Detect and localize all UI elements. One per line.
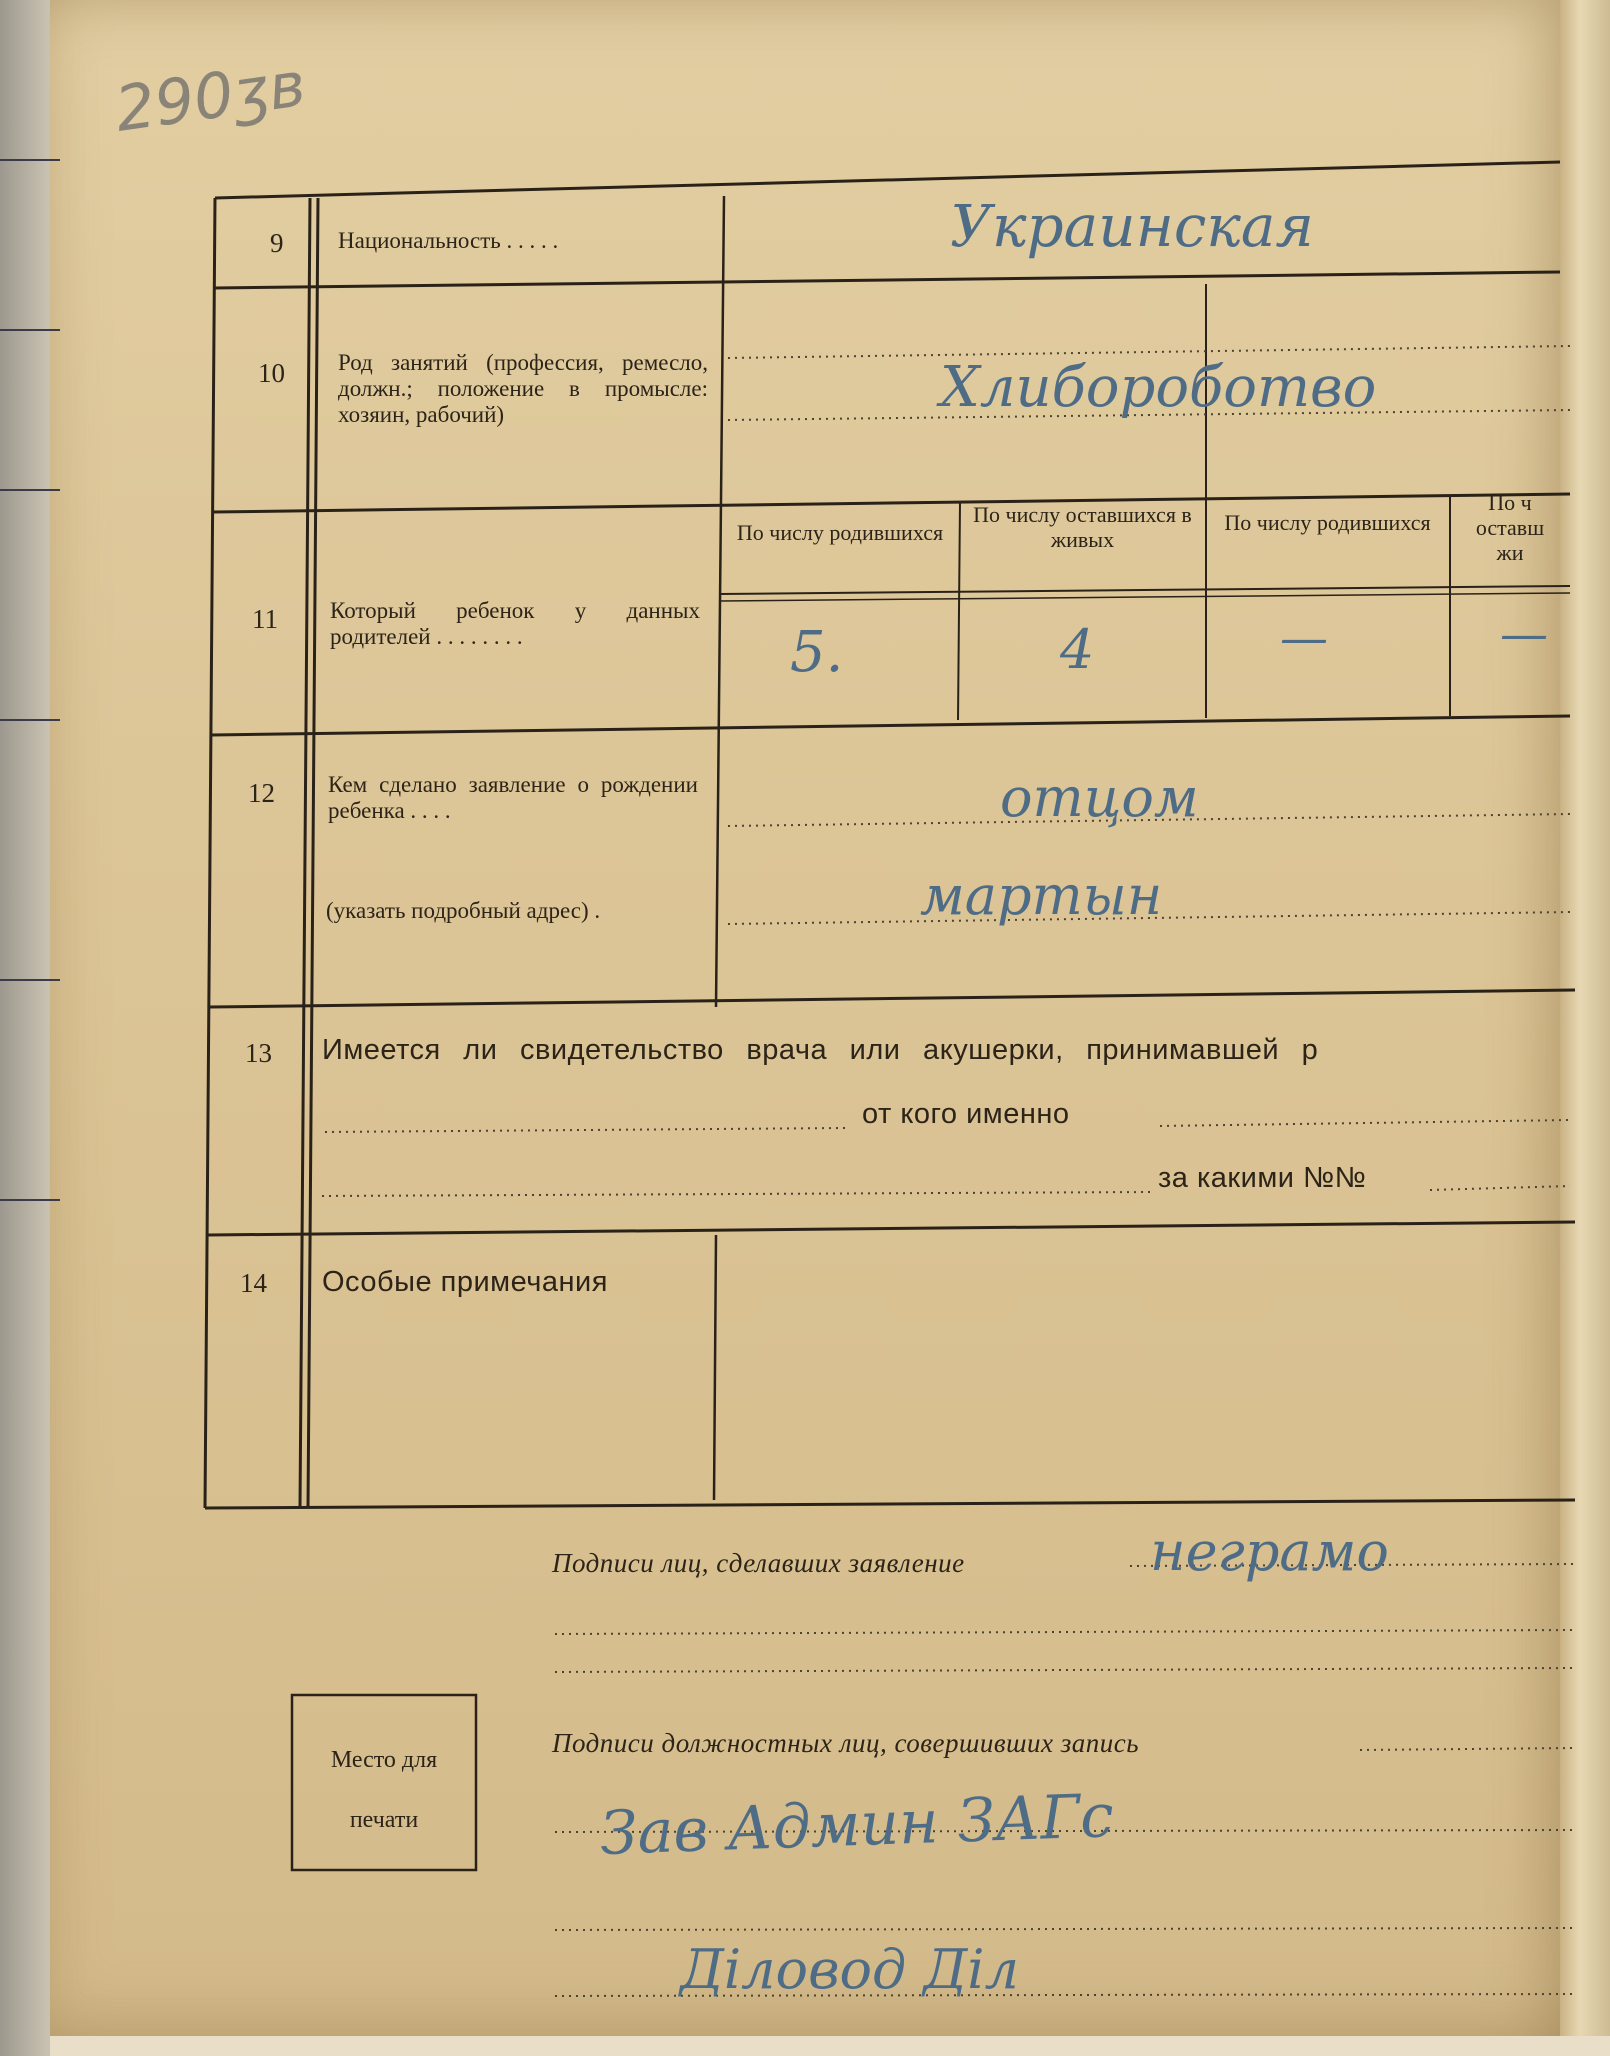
row-12-value-who: отцом	[1000, 766, 1199, 829]
row-13-from-whom: от кого именно	[862, 1098, 1070, 1130]
row-11-label: Который ребенок у данных родителей . . . . . . . .	[330, 598, 700, 649]
row-11-col3-header: По числу родившихся	[1224, 510, 1431, 535]
row-9-label: Национальность . . . . .	[338, 228, 559, 253]
row-11-number: 11	[252, 604, 278, 634]
row-13-numbers: за какими №№	[1158, 1162, 1367, 1194]
archive-pencil-mark: 290ʒв	[110, 47, 310, 146]
row-13-number: 13	[245, 1038, 272, 1068]
official-signature-1: Зав Админ ЗАГс	[598, 1781, 1115, 1869]
row-12-sublabel: (указать подробный адрес) .	[326, 898, 601, 923]
row-14-number: 14	[240, 1268, 267, 1298]
row-11-col2-value: 4	[1060, 618, 1095, 681]
row-13-text: Имеется ли свидетельство врача или акушерки, принимавшей р	[322, 1034, 1319, 1066]
applicants-signature-label: Подписи лиц, сделавших заявление	[552, 1548, 965, 1578]
row-12-value-address: мартын	[920, 864, 1163, 927]
row-11-col2-header: По числу оставшихся в живых	[973, 502, 1192, 552]
row-11-col1-value: 5.	[790, 620, 844, 685]
row-14-label: Особые примечания	[322, 1266, 608, 1298]
official-signature-2: Діловод Діл	[680, 1938, 1019, 2001]
officials-signature-label: Подписи должностных лиц, совершивших запись	[552, 1728, 1140, 1758]
row-9-number: 9	[270, 228, 284, 258]
row-11-col3-value: —	[1280, 610, 1328, 666]
row-11-col1-header: По числу родившихся	[736, 520, 944, 545]
row-10-value: Хлибороботво	[940, 355, 1377, 420]
row-12-label: Кем сделано заявление о рождении ребенка . . . .	[328, 772, 698, 823]
row-11-col4-value: —	[1500, 606, 1548, 662]
stamp-place-label: Место для печати	[330, 1747, 438, 1833]
applicants-signature: неграмо	[1150, 1520, 1389, 1583]
row-11-col4-header: По ч оставш жи	[1475, 490, 1545, 565]
row-10-number: 10	[258, 358, 285, 388]
row-9-value: Украинская	[950, 192, 1314, 260]
row-12-number: 12	[248, 778, 275, 808]
row-10-label: Род занятий (профессия, ремесло, должн.; положение в промысле: хозяин, рабочий)	[338, 350, 708, 427]
